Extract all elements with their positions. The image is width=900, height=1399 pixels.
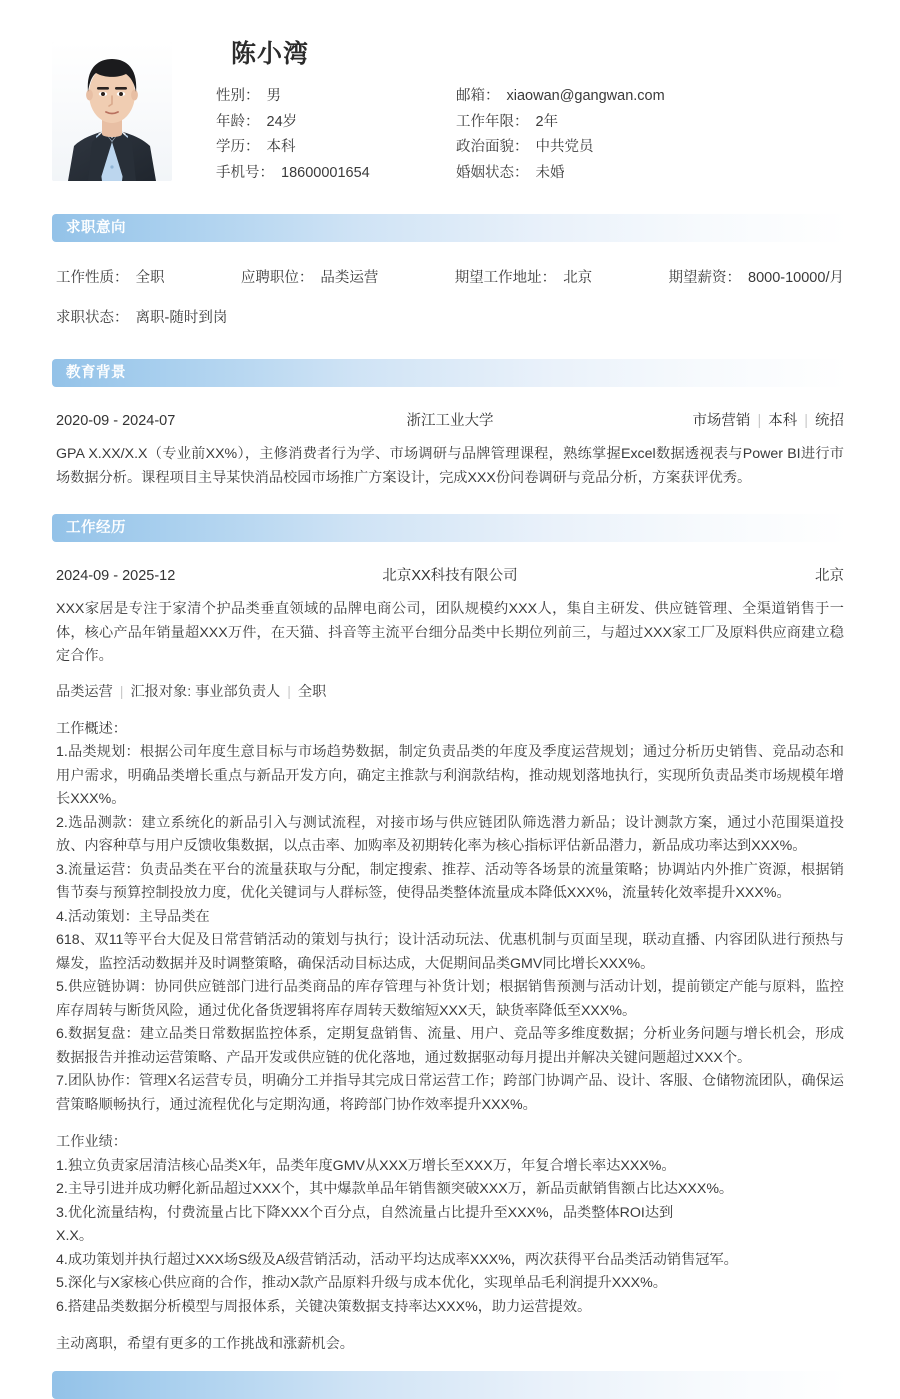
work-location: 北京 xyxy=(815,568,844,584)
info-experience-years-value: 2年 xyxy=(535,113,559,130)
intent-job-type-label: 工作性质： xyxy=(56,270,129,286)
work-achievement-item: X.X。 xyxy=(56,1228,94,1244)
info-marital-status xyxy=(456,161,848,187)
resume-header xyxy=(0,0,900,186)
intent-location xyxy=(455,263,593,293)
work-duty-item: 3.流量运营：负责品类在平台的流量获取与分配，制定搜索、推荐、活动等各场景的流量策略；协调站内外推广资源，根据销售节奏与预算控制投放力度，优化关键词与人群标签，使得品类整体流量成本降低XXX%，流量转化效率提升XXX%。 xyxy=(56,861,844,901)
info-email-label: 邮箱： xyxy=(456,88,500,104)
info-age-value: 24岁 xyxy=(266,113,298,130)
info-degree xyxy=(216,135,456,161)
info-marital-status-value: 未婚 xyxy=(535,164,565,181)
job-intent-body xyxy=(0,242,900,333)
education-body xyxy=(0,387,900,490)
work-achievement-item: 3.优化流量结构，付费流量占比下降XXX个百分点，自然流量占比提升至XXX%，品类整体ROI达到 xyxy=(56,1204,674,1221)
intent-status-label: 求职状态： xyxy=(56,310,129,326)
section-header-job-intent xyxy=(52,214,848,242)
work-employment-type: 全职 xyxy=(297,683,327,700)
info-gender-label: 性别： xyxy=(216,88,260,104)
work-duty-item: 1.品类规划：根据公司年度生意目标与市场趋势数据，制定负责品类的年度及季度运营规划；通过分析历史销售、竞品动态和用户需求，明确品类增长重点与新品开发方向，确定主推款与利润款结构，推动规划落地执行，实现所负责品类市场规模年增长XXX%。 xyxy=(56,744,844,807)
intent-salary xyxy=(669,263,844,293)
info-phone xyxy=(216,161,456,187)
work-report-to: 汇报对象: 事业部负责人 xyxy=(130,683,281,700)
section-header-next-partial xyxy=(52,1371,848,1399)
work-company: 北京XX科技有限公司 xyxy=(382,568,518,584)
work-leave-reason: 主动离职，希望有更多的工作挑战和涨薪机会。 xyxy=(56,1336,354,1352)
spacer xyxy=(56,1117,844,1131)
spacer xyxy=(56,704,844,718)
intent-job-type-value: 全职 xyxy=(135,270,165,286)
info-gender xyxy=(216,84,456,110)
info-age xyxy=(216,110,456,136)
section-title-job-intent: 求职意向 xyxy=(66,219,126,236)
section-header-work-experience xyxy=(52,514,848,542)
work-duty-item: 4.活动策划：主导品类在 xyxy=(56,908,210,925)
section-header-education xyxy=(52,359,848,387)
info-email-value: xiaowan@gangwan.com xyxy=(506,88,665,104)
intent-salary-label: 期望薪资： xyxy=(668,270,742,286)
work-achievement-item: 4.成功策划并执行超过XXX场S级及A级营销活动，活动平均达成率XXX%，两次获得平台品类活动销售冠军。 xyxy=(56,1251,738,1268)
info-marital-status-label: 婚姻状态： xyxy=(456,164,529,181)
work-duty-item: 618、双11等平台大促及日常营销活动的策划与执行；设计活动玩法、优惠机制与页面呈现，联动直播、内容团队进行预热与爆发，监控活动数据并及时调整策略，确保活动目标达成，大促期间品类GMV同比增长XXX%。 xyxy=(56,932,844,972)
work-company-intro: XXX家居是专注于家清个护品类垂直领域的品牌电商公司，团队规模约XXX人，集自主研发、供应链管理、全渠道销售于一体，核心产品年销量超XXX万件，在天猫、抖音等主流平台细分品类中长期位列前三，与超过XXX家工厂及原料供应商建立稳定合作。 xyxy=(56,601,844,664)
education-school: 浙江工业大学 xyxy=(406,413,494,429)
info-experience-years-label: 工作年限： xyxy=(456,113,529,130)
info-gender-value: 男 xyxy=(266,88,281,104)
education-date: 2020-09 - 2024-07 xyxy=(56,413,176,429)
work-achievements-heading: 工作业绩： xyxy=(56,1134,127,1150)
work-experience-body xyxy=(0,542,900,1357)
basic-info-grid xyxy=(216,84,848,186)
job-intent-row-1 xyxy=(56,263,844,293)
work-achievement-item: 1.独立负责家居清洁核心品类X年，品类年度GMV从XXX万增长至XXX万，年复合增长率达XXX%。 xyxy=(56,1157,676,1174)
work-duty-item: 2.选品测款：建立系统化的新品引入与测试流程，对接市场与供应链团队筛选潜力新品；设计测款方案，通过小范围渠道投放、内容种草与用户反馈收集数据，以点击率、加购率及初期转化率为核心指标评估新品潜力，新品成功率达到XXX%。 xyxy=(56,814,844,854)
education-tags xyxy=(584,409,844,430)
intent-position-value: 品类运营 xyxy=(320,270,379,286)
intent-location-label: 期望工作地址： xyxy=(454,270,557,286)
education-major: 市场营销 xyxy=(692,413,751,429)
intent-position xyxy=(241,263,379,293)
work-role-tags xyxy=(56,681,844,704)
info-experience-years xyxy=(456,110,848,136)
work-achievement-item: 6.搭建品类数据分析模型与周报体系，关键决策数据支持率达XXX%，助力运营提效。 xyxy=(56,1298,592,1315)
work-duty-item: 6.数据复盘：建立品类日常数据监控体系，定期复盘销售、流量、用户、竞品等多维度数据；分析业务问题与增长机会，形成数据报告并推动运营策略、产品开发或供应链的优化落地，通过数据驱动每月提出并解决关键问题超过XXX个。 xyxy=(56,1026,844,1066)
page-title: 陈小湾 xyxy=(231,40,310,68)
divider: | xyxy=(804,413,808,429)
section-title-work-experience: 工作经历 xyxy=(66,519,126,536)
divider: | xyxy=(757,413,762,429)
info-political-status-label: 政治面貌： xyxy=(456,139,529,155)
intent-location-value: 北京 xyxy=(563,270,593,286)
section-title-education: 教育背景 xyxy=(66,364,126,381)
education-entry-head xyxy=(56,409,844,430)
work-date: 2024-09 - 2025-12 xyxy=(56,568,176,584)
info-phone-label: 手机号： xyxy=(216,164,274,181)
info-political-status-value: 中共党员 xyxy=(535,139,594,155)
intent-status-value: 离职-随时到岗 xyxy=(135,310,228,326)
job-intent-row-2 xyxy=(56,303,844,333)
work-achievement-item: 5.深化与X家核心供应商的合作，推动X款产品原料升级与成本优化，实现单品毛利润提升XXX%。 xyxy=(56,1275,667,1291)
intent-job-type xyxy=(56,263,165,293)
education-description: GPA X.XX/X.X（专业前XX%），主修消费者行为学、市场调研与品牌管理课程，熟练掌握Excel数据透视表与Power BI进行市场数据分析。课程项目主导某快消品校园市场推广方案设计，完成XXX份问卷调研与竞品分析，方案获评优秀。 xyxy=(56,446,844,486)
divider: | xyxy=(287,683,291,700)
intent-salary-value: 8000-10000/月 xyxy=(748,270,844,286)
work-duties-heading: 工作概述： xyxy=(56,720,127,737)
info-email xyxy=(456,84,848,110)
info-phone-value: 18600001654 xyxy=(281,164,370,181)
info-age-label: 年龄： xyxy=(216,113,260,130)
education-degree: 本科 xyxy=(768,413,798,429)
work-role-title: 品类运营 xyxy=(56,683,113,700)
work-duty-item: 7.团队协作：管理X名运营专员，明确分工并指导其完成日常运营工作；跨部门协调产品、设计、客服、仓储物流团队，确保运营策略顺畅执行，通过流程优化与定期沟通，将跨部门协作效率提升XXX%。 xyxy=(56,1073,844,1113)
avatar xyxy=(52,42,172,181)
work-entry-head xyxy=(56,564,844,585)
spacer xyxy=(56,1319,844,1333)
info-political-status xyxy=(456,135,848,161)
work-achievement-item: 2.主导引进并成功孵化新品超过XXX个，其中爆款单品年销售额突破XXX万，新品贡献销售额占比达XXX%。 xyxy=(56,1181,734,1197)
info-degree-value: 本科 xyxy=(266,139,296,155)
intent-position-label: 应聘职位： xyxy=(240,270,314,286)
intent-status xyxy=(56,303,227,333)
education-admission-type: 统招 xyxy=(815,413,844,429)
work-duty-item: 5.供应链协调：协同供应链部门进行品类商品的库存管理与补货计划；根据销售预测与活动计划，提前锁定产能与原料，监控库存周转与断货风险，通过优化备货逻辑将库存周转天数缩短XXX天，缺货率降低至XXX%。 xyxy=(56,979,844,1019)
divider: | xyxy=(119,683,124,700)
header-info xyxy=(172,42,848,186)
info-degree-label: 学历： xyxy=(216,139,260,155)
